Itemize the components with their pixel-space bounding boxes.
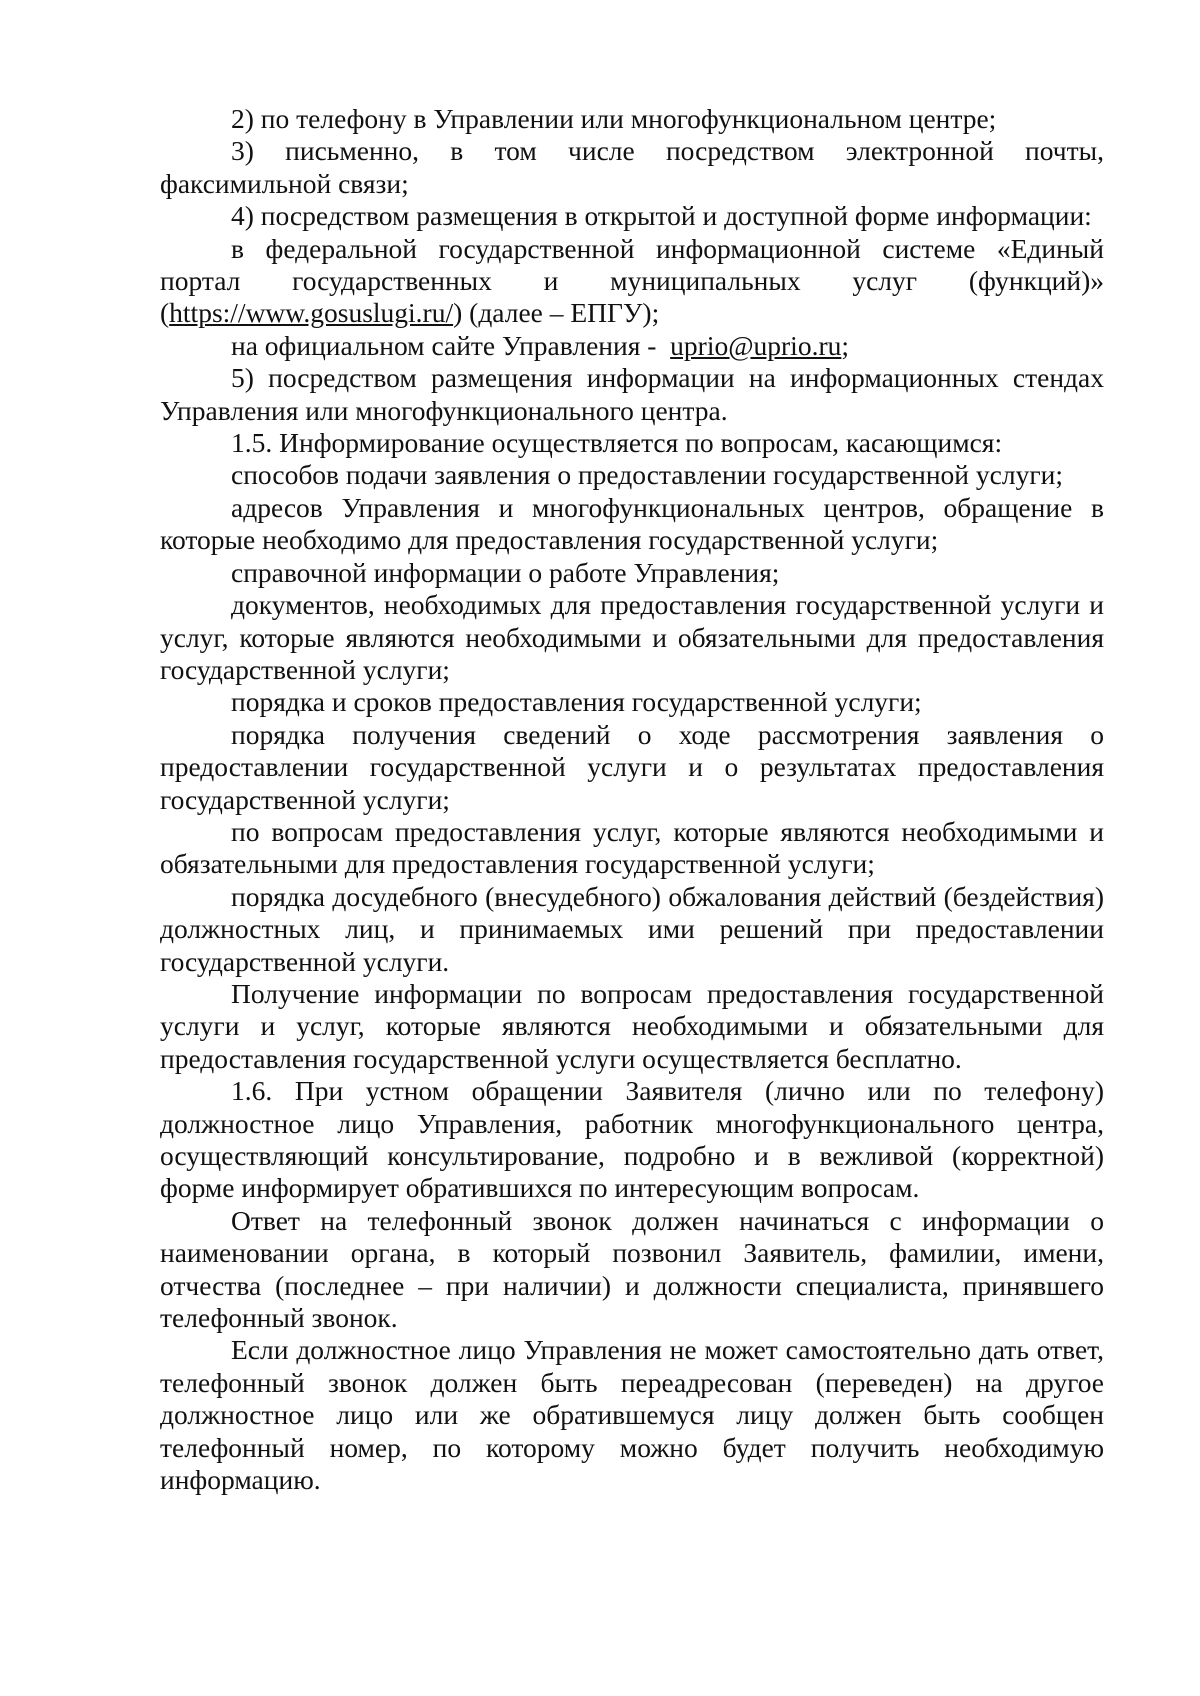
epgu-text: в федеральной государственной информационной системе «Единый портал государственных и муниципальных услуг (функций)»	[160, 232, 1104, 297]
official-site-suffix: ;	[841, 329, 850, 361]
paragraph-official-site	[160, 330, 1104, 362]
paragraph-progress-info: порядка получения сведений о ходе рассмотрения заявления о предоставлении государственной услуги и о результатах предоставления государственной услуги;	[160, 718, 1104, 815]
paragraph-procedure-terms: порядка и сроков предоставления государственной услуги;	[231, 686, 922, 718]
paragraph-public-info: 4) посредством размещения в открытой и доступной форме информации:	[231, 200, 1092, 232]
paragraph-addresses: адресов Управления и многофункциональных центров, обращение в которые необходимо для предоставления государственной услуги;	[160, 491, 1104, 556]
official-site-text: на официальном сайте Управления -	[231, 329, 657, 361]
paragraph-necessary-services: по вопросам предоставления услуг, которые являются необходимыми и обязательными для предоставления государственной услуги;	[160, 815, 1104, 880]
paragraph-by-phone: 2) по телефону в Управлении или многофункциональном центре;	[231, 103, 997, 134]
paragraph-documents: документов, необходимых для предоставления государственной услуги и услуг, которые являются необходимыми и обязательными для предоставления государственной услуги;	[160, 589, 1104, 685]
epgu-suffix: (далее – ЕПГУ);	[469, 297, 660, 329]
document-body	[160, 103, 1104, 1496]
paragraph-stands: 5) посредством размещения информации на информационных стендах Управления или многофункционального центра.	[160, 362, 1104, 426]
paragraph-submission-methods: способов подачи заявления о предоставлении государственной услуги;	[231, 459, 1063, 491]
paragraph-in-writing: 3) письменно, в том числе посредством электронной почты, факсимильной связи;	[160, 135, 1104, 199]
paragraph-redirect: Если должностное лицо Управления не может самостоятельно дать ответ, телефонный звонок должен быть переадресован (переведен) на другое должностное лицо или же обратившемуся лицу должен быть сообщен телефонный номер, по которому можно будет получить необходимую информацию.	[160, 1334, 1104, 1496]
paragraph-1-6-oral-request: 1.6. При устном обращении Заявителя (лично или по телефону) должностное лицо Управления, работник многофункционального центра, осуществляющий консультирование, подробно и в вежливой (корректной) форме информирует обратившихся по интересующим вопросам.	[160, 1075, 1104, 1204]
paragraph-free-of-charge: Получение информации по вопросам предоставления государственной услуги и услуг, которые являются необходимыми и обязательными для предоставления государственной услуги осуществляется бесплатно.	[160, 977, 1104, 1074]
paragraph-1-5-heading: 1.5. Информирование осуществляется по вопросам, касающимся:	[231, 427, 1003, 459]
paragraph-reference-info: справочной информации о работе Управления;	[231, 556, 780, 588]
epgu-link[interactable]: https://www.gosuslugi.ru/	[169, 297, 454, 329]
paragraph-epgu: в федеральной государственной информационной системе «Единый портал государственных и муниципальных услуг (функций)» (https://www.gosuslugi.ru/) (далее – ЕПГУ);	[160, 232, 1104, 329]
paragraph-appeal: порядка досудебного (внесудебного) обжалования действий (бездействия) должностных лиц, и принимаемых ими решений при предоставлении государственной услуги.	[160, 880, 1104, 977]
paragraph-phone-answer: Ответ на телефонный звонок должен начинаться с информации о наименовании органа, в который позвонил Заявитель, фамилии, имени, отчества (последнее – при наличии) и должности специалиста, принявшего телефонный звонок.	[160, 1204, 1104, 1334]
email-link[interactable]: uprio@uprio.ru	[670, 329, 842, 361]
